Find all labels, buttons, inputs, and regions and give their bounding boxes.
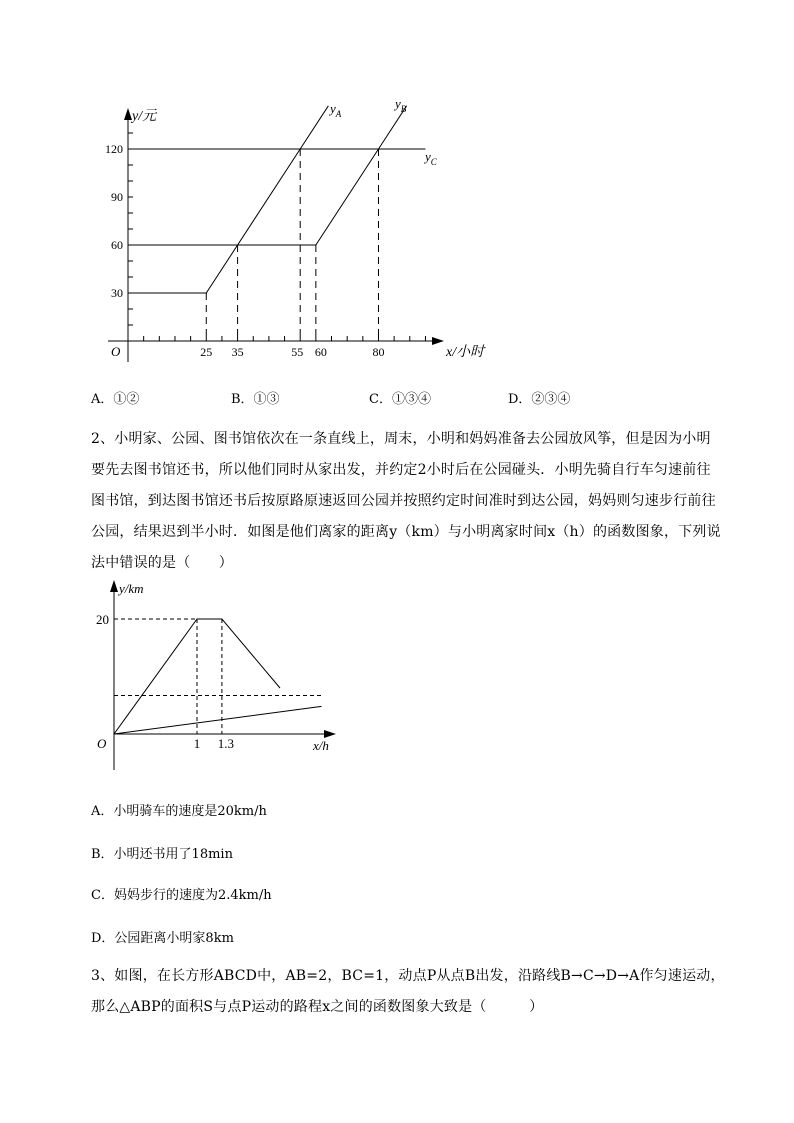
series-mother [114,706,322,734]
series-label-main: y [395,96,401,111]
q2-line-5: 法中错误的是（ ） [91,555,233,571]
q2-option-c[interactable]: C．妈妈步行的速度为2.4km/h [91,888,272,903]
x-tick-label-0: 25 [200,345,213,359]
y-tick-label-0: 30 [111,286,123,300]
x-tick-label-1: 35 [231,345,244,359]
q2-option-b[interactable]: B．小明还书用了18min [91,847,233,862]
origin-label: O [97,736,107,751]
series-label-yB [393,96,407,114]
x-tick-label-4: 80 [372,345,385,359]
cost-function-graph [0,0,794,380]
y-tick-label-0: 20 [96,612,109,627]
q3-line-1: 3、如图，在长方形ABCD中，AB=2，BC=1，动点P从点B出发，沿路线B→C→D→A作匀速运动， [91,968,725,984]
x-tick-label-1: 1.3 [217,736,235,751]
x-tick-label-2: 55 [291,345,304,359]
series-label-yA [328,101,342,119]
q2-line-4: 公园，结果迟到半小时．如图是他们离家的距离y（km）与小明离家时间x（h）的函数图象，下列说 [91,524,721,540]
y-tick-label-3: 120 [105,142,123,156]
series-label-yC [423,149,438,167]
q1-option-c[interactable]: C．①③④ [369,392,431,407]
series-label-main: y [425,149,431,164]
q1-option-b[interactable]: B．①③ [231,392,280,407]
q2-option-a[interactable]: A．小明骑车的速度是20km/h [91,804,267,819]
series-yB [128,106,407,245]
series-label-sub: C [430,157,437,167]
x-axis-arrow [324,730,336,738]
q2-option-d[interactable]: D．公园距离小明家8km [91,931,234,946]
q2-line-3: 图书馆，到达图书馆还书后按原路原速返回公园并按照约定时间准时到达公园，妈妈则匀速步行前往 [91,493,716,509]
x-tick-label-0: 1 [193,736,201,751]
q1-option-d[interactable]: D．②③④ [508,392,571,407]
q2-line-1: 2、小明家、公园、图书馆依次在一条直线上，周末，小明和妈妈准备去公园放风筝，但是因为小明 [91,431,711,447]
x-axis-label: x/小时 [446,345,485,360]
x-axis-label: x/h [313,738,329,753]
q3-line-2: 那么△ABP的面积S与点P运动的路程x之间的函数图象大致是（ ） [91,999,544,1015]
distance-time-graph [0,570,400,780]
series-label-sub: B [400,104,407,114]
y-axis-label: y/元 [132,109,157,124]
q3-question-text [91,961,751,1023]
y-axis-arrow [124,108,132,120]
series-label-sub: A [335,109,342,119]
origin-label: O [111,344,121,359]
y-axis-arrow [110,580,118,592]
q1-option-a[interactable]: A．①② [91,392,140,407]
x-axis-arrow [432,337,444,345]
x-tick-label-3: 60 [314,345,327,359]
y-tick-label-1: 60 [111,238,123,252]
q2-line-2: 要先去图书馆还书，所以他们同时从家出发，并约定2小时后在公园碰头．小明先骑自行车匀速前往 [91,462,711,478]
series-label-main: y [330,101,336,116]
q2-question-text [91,424,751,579]
y-axis-label: y/km [119,581,144,596]
series-yA [128,106,328,293]
y-tick-label-2: 90 [111,190,123,204]
